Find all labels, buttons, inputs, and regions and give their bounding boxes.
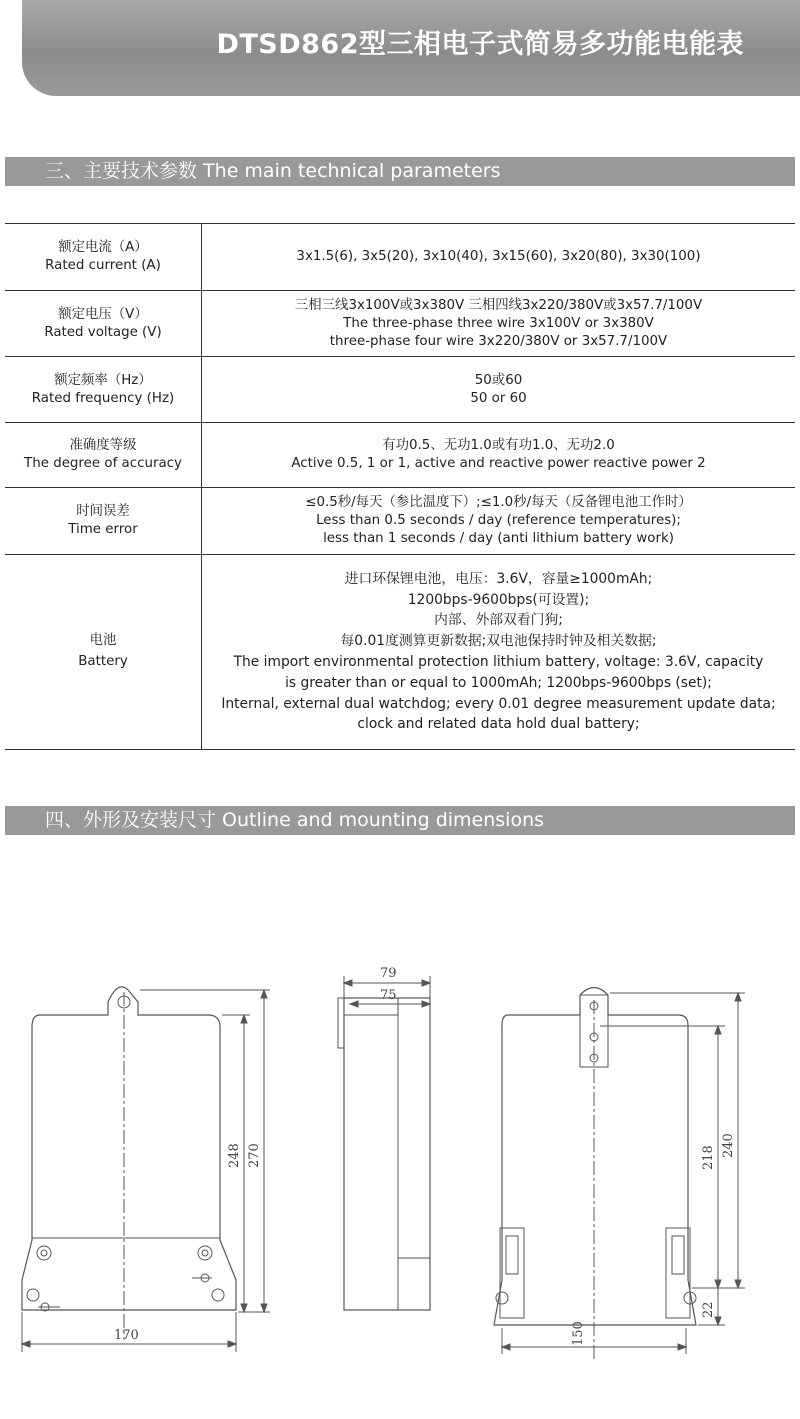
param-value-line: 有功0.5、无功1.0或有功1.0、无功2.0 [382,438,615,453]
section-heading-dimensions: 四、外形及安装尺寸 Outline and mounting dimensions [5,806,795,835]
dim-back-width: 150 [571,1321,586,1346]
param-label-cn: 时间误差 [76,504,130,519]
param-value-line: 三相三线3x100V或3x380V 三相四线3x220/380V或3x57.7/100V [294,297,703,313]
param-value-line: 3x1.5(6), 3x5(20), 3x10(40), 3x15(60), 3x20(80), 3x30(100) [296,249,701,264]
param-value-line: clock and related data hold dual battery; [357,716,640,733]
param-value-line: 内部、外部双看门狗; [434,612,563,629]
param-value [202,555,796,750]
table-row [5,291,795,357]
param-value [202,423,796,488]
table-row [5,423,795,488]
param-value [202,291,796,357]
dim-side-depth-inner: 75 [380,988,397,1003]
header-bar [22,0,800,96]
param-label [5,291,202,357]
param-label-en: Rated current (A) [45,258,161,273]
dim-back-height-outer: 240 [721,1133,736,1158]
dim-back-bottom: 22 [701,1301,716,1318]
param-value [202,488,796,555]
page-title: DTSD862型三相电子式简易多功能电能表 [216,29,744,60]
param-label-cn: 额定电压（V） [58,306,148,322]
param-value [202,357,796,423]
param-value-line: less than 1 seconds / day (anti lithium battery work) [323,531,674,546]
table-row [5,357,795,423]
side-view [338,976,430,1310]
parameters-table [5,223,795,750]
dim-front-height-inner: 248 [227,1143,242,1168]
param-value-line: 50或60 [474,372,523,388]
param-label-cn: 额定频率（Hz） [54,372,152,388]
param-label [5,555,202,750]
table-row [5,555,795,750]
param-label [5,488,202,555]
table-row [5,488,795,555]
section-heading-parameters: 三、主要技术参数 The main technical parameters [5,157,795,186]
param-label-en: The degree of accuracy [24,456,182,471]
dim-side-depth-outer: 79 [380,966,397,981]
param-value-line: three-phase four wire 3x220/380V or 3x57.7/100V [329,333,668,349]
param-label-en: Battery [78,654,128,669]
param-value-line: 50 or 60 [470,390,527,406]
param-label-cn: 电池 [89,633,117,649]
param-label-en: Time error [68,522,138,537]
table-row [5,224,795,291]
param-value-line: The three-phase three wire 3x100V or 3x380V [343,315,654,331]
dim-front-width: 170 [114,1328,139,1343]
param-value-line: ≤0.5秒/每天（参比温度下）;≤1.0秒/每天（反备锂电池工作时） [305,495,692,510]
param-label-en: Rated frequency (Hz) [31,390,175,406]
param-label-en: Rated voltage (V) [44,324,162,340]
param-label [5,224,202,291]
front-view [22,987,270,1352]
param-value-line: Internal, external dual watchdog; every 0.01 degree measurement update data; [221,695,776,712]
param-label [5,423,202,488]
param-value-line: Active 0.5, 1 or 1, active and reactive power reactive power 2 [291,456,706,471]
dim-back-height-inner: 218 [701,1145,716,1170]
param-value-line: 每0.01度测算更新数据;双电池保持时钟及相关数据; [340,633,657,650]
param-value [202,224,796,291]
param-value-line: Less than 0.5 seconds / day (reference temperatures); [316,513,681,528]
param-label-cn: 准确度等级 [69,438,137,453]
param-label-cn: 额定电流（A） [58,240,148,255]
dim-front-height-outer: 270 [247,1143,262,1168]
param-value-line: 1200bps-9600bps(可设置); [407,591,590,608]
param-value-line: 进口环保锂电池，电压：3.6V，容量≥1000mAh; [344,570,653,587]
dimension-drawings [0,940,800,1360]
param-label [5,357,202,423]
param-value-line: is greater than or equal to 1000mAh; 1200bps-9600bps (set); [285,674,712,691]
param-value-line: The import environmental protection lithium battery, voltage: 3.6V, capacity [233,654,764,670]
